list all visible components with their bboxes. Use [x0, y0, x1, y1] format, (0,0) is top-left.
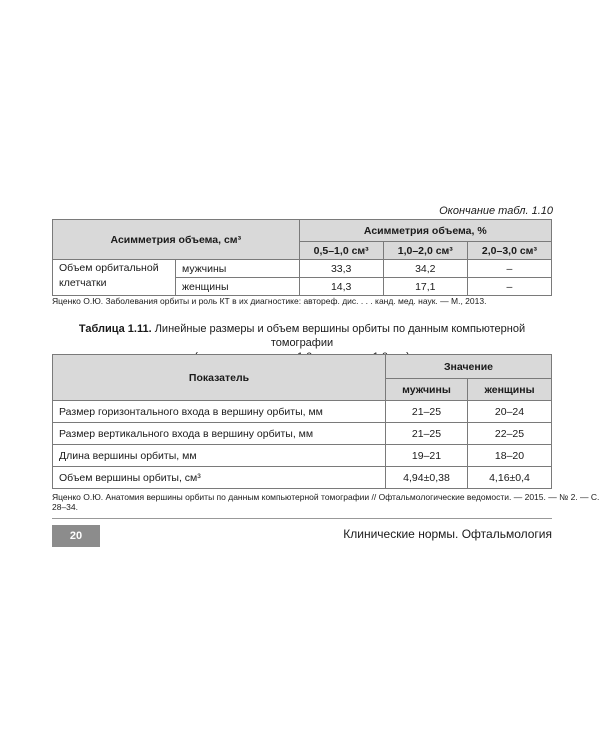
table-cell: 34,2: [383, 260, 467, 278]
row-sex: мужчины: [176, 260, 300, 278]
table-cell: 19–21: [386, 445, 468, 467]
page-number: 20: [52, 525, 100, 547]
table-cell: –: [467, 278, 551, 296]
subheader-col-2: 1,0–2,0 см³: [383, 242, 467, 260]
subheader-women: женщины: [468, 379, 552, 401]
header-parameter: Показатель: [53, 355, 386, 401]
row-label: Размер горизонтального входа в вершину орбиты, мм: [53, 401, 386, 423]
row-label: Объем орбитальной клетчатки: [53, 260, 176, 296]
caption-number: Таблица 1.11.: [78, 323, 152, 335]
asymmetry-table: [52, 219, 552, 296]
table-cell: 4,16±0,4: [468, 467, 552, 489]
footer-divider: [52, 518, 552, 519]
table-cell: 21–25: [386, 401, 468, 423]
row-label: Объем вершины орбиты, см³: [53, 467, 386, 489]
source-note-1: Яценко О.Ю. Заболевания орбиты и роль КТ в их диагностике: автореф. дис. . . . канд. мед. наук. — М., 2013.: [52, 296, 487, 306]
table-cell: –: [467, 260, 551, 278]
source-note-2: Яценко О.Ю. Анатомия вершины орбиты по данным компьютерной томографии // Офтальмологические ведомости. — 2015. — № 2. — С. 28–34.: [52, 492, 600, 512]
table-cell: 14,3: [299, 278, 383, 296]
subheader-col-1: 0,5–1,0 см³: [299, 242, 383, 260]
table-cell: 4,94±0,38: [386, 467, 468, 489]
row-label: Размер вертикального входа в вершину орбиты, мм: [53, 423, 386, 445]
table-row: [53, 467, 552, 489]
table-row: [53, 445, 552, 467]
table-cell: 21–25: [386, 423, 468, 445]
table-cell: 22–25: [468, 423, 552, 445]
table-cell: 20–24: [468, 401, 552, 423]
header-percent-asymmetry: Асимметрия объема, %: [299, 220, 551, 242]
table-row: [53, 423, 552, 445]
continuation-note: Окончание табл. 1.10: [439, 205, 553, 217]
table-row: [53, 401, 552, 423]
table-cell: 18–20: [468, 445, 552, 467]
header-volume-asymmetry: Асимметрия объема, см³: [53, 220, 300, 260]
table-row: [53, 260, 552, 278]
row-label: Длина вершины орбиты, мм: [53, 445, 386, 467]
subheader-col-3: 2,0–3,0 см³: [467, 242, 551, 260]
table-cell: 17,1: [383, 278, 467, 296]
orbit-apex-table: [52, 354, 552, 489]
subheader-men: мужчины: [386, 379, 468, 401]
row-sex: женщины: [176, 278, 300, 296]
table-cell: 33,3: [299, 260, 383, 278]
header-value: Значение: [386, 355, 552, 379]
running-title: Клинические нормы. Офтальмология: [343, 527, 552, 541]
caption-title: Линейные размеры и объем вершины орбиты по данным компьютерной томографии: [154, 323, 526, 349]
